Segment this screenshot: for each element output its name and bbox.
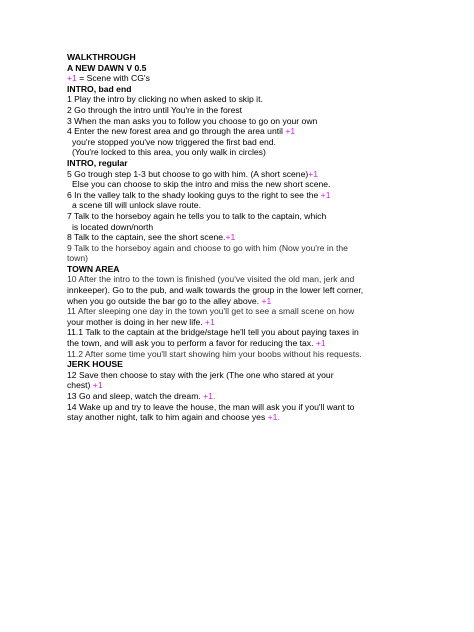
step-text: chest) (67, 380, 93, 391)
step-line-cont: (You're locked to this area, you only walk in circles) (72, 147, 266, 158)
cg-mark: +1 (67, 73, 77, 84)
section-heading-intro-bad: INTRO, bad end (67, 83, 132, 94)
step-line: 2 Go through the intro until You're in the forest (67, 104, 243, 115)
step-text: stay another night, talk to him again and choose yes (67, 412, 268, 423)
step-text: 8 Talk to the captain, see the short scene. (67, 232, 226, 243)
step-text: 6 In the valley talk to the shady looking guys to the right to see the (67, 189, 321, 200)
step-line: 9 Talk to the horseboy again and choose to go with him (Now you're in the (67, 242, 348, 253)
step-line-cont: Else you can choose to skip the intro and miss the new short scene. (72, 179, 331, 190)
step-text: the town, and will ask you to perform a favor for reducing the tax. (67, 338, 316, 349)
cg-mark: +1 (315, 338, 326, 349)
step-line (67, 169, 407, 180)
step-line: 12 Save then choose to stay with the jerk (The one who stared at your (67, 369, 334, 380)
step-line-cont (67, 412, 407, 423)
step-line (67, 391, 407, 402)
step-line (67, 190, 407, 201)
cg-mark: +1 (285, 126, 296, 137)
step-line-cont: a scene till will unlock slave route. (72, 200, 201, 211)
section-heading-jerk-house: JERK HOUSE (67, 359, 123, 370)
step-line: 10 After the intro to the town is finished (you've visited the old man, jerk and (67, 274, 355, 285)
step-text: your mother is doing in her new life. (67, 316, 206, 327)
step-line: 1 Play the intro by clicking no when asked to skip it. (67, 94, 263, 105)
cg-mark: +1. (267, 412, 280, 423)
cg-mark: +1 (261, 295, 272, 306)
step-text: 5 Go trough step 1-3 but choose to go with him. (A short scene) (67, 168, 309, 179)
cg-mark: +1 (320, 189, 331, 200)
step-line-cont: town) (67, 253, 89, 264)
step-text: 13 Go and sleep, watch the dream. (67, 391, 204, 401)
step-line: 11.2 After some time you'll start showing him your boobs without his requests. (67, 348, 362, 359)
step-line: 11.1 Talk to the captain at the bridge/stage he'll tell you about paying taxes in (67, 327, 359, 338)
section-heading-intro-regular: INTRO, regular (67, 157, 128, 168)
step-text: 4 Enter the new forest area and go through the area until (67, 126, 286, 137)
walkthrough-text (67, 52, 407, 423)
step-line-cont (67, 338, 407, 349)
cg-mark: +1 (225, 232, 236, 243)
doc-subtitle: A NEW DAWN V 0.5 (67, 62, 147, 73)
step-line (67, 232, 407, 243)
cg-mark: +1 (205, 316, 215, 327)
step-line: 3 When the man asks you to follow you choose to go on your own (67, 115, 318, 126)
step-text: when you go outside the bar go to the alley above. (67, 295, 262, 306)
step-line-cont (67, 380, 407, 391)
step-line-cont (67, 296, 407, 307)
step-line-cont (67, 317, 407, 328)
section-heading-town: TOWN AREA (67, 263, 120, 274)
step-line-cont: you're stopped you've now triggered the first bad end. (72, 136, 276, 147)
doc-title: WALKTHROUGH (67, 52, 136, 62)
cg-mark: +1. (203, 391, 216, 401)
step-line-cont: innkeeper). Go to the pub, and walk towards the group in the lower left corner, (67, 285, 364, 296)
step-line: 7 Talk to the horseboy again he tells you to talk to the captain, which (67, 210, 327, 221)
step-line (67, 126, 407, 137)
legend-text: = Scene with CG's (76, 73, 150, 84)
step-line-cont: is located down/north (72, 221, 154, 232)
step-line: 11 After sleeping one day in the town you'll get to see a small scene on how (67, 306, 355, 317)
step-line: 14 Wake up and try to leave the house, the man will ask you if you'll want to (67, 401, 355, 412)
legend-line (67, 73, 407, 84)
cg-mark: +1 (92, 380, 103, 391)
cg-mark: +1 (308, 168, 319, 179)
